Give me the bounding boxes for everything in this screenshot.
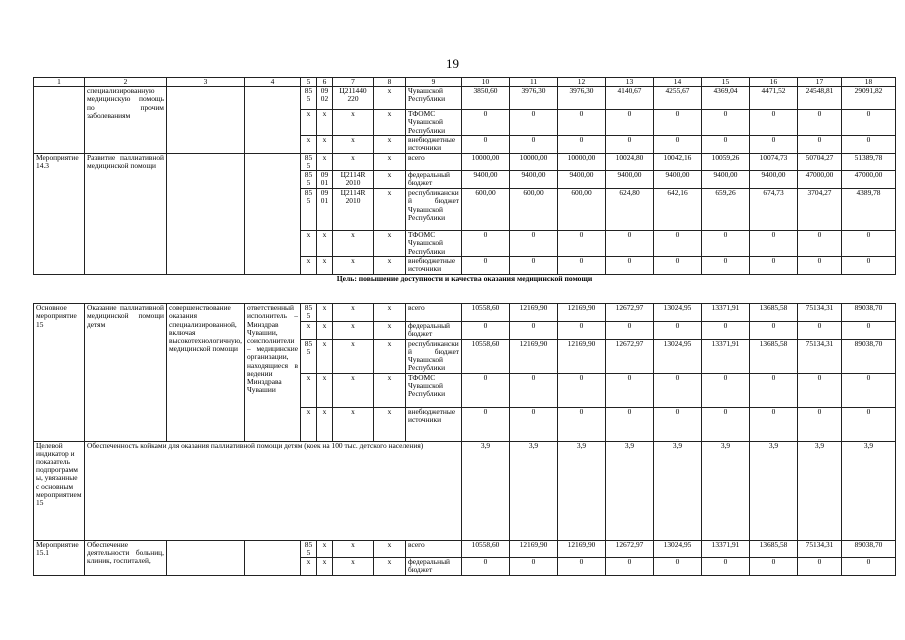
indicator-value-cell: 3,9 (702, 441, 750, 540)
column-number-5: 5 (301, 78, 317, 87)
indicator-row (34, 441, 896, 540)
value-cell: 0 (462, 373, 510, 407)
value-cell: 600,00 (462, 189, 510, 231)
value-cell: 24548,81 (798, 87, 842, 110)
table-row (34, 540, 896, 557)
value-cell: 10074,73 (750, 153, 798, 170)
value-cell: 0 (462, 257, 510, 275)
code-cell: x (317, 558, 333, 576)
value-cell: 0 (842, 558, 896, 576)
column-number-18: 18 (842, 78, 896, 87)
value-cell: 0 (842, 135, 896, 153)
measure-goal-cell (167, 87, 245, 154)
code-cell: Ц2114R 2010 (333, 171, 374, 189)
measure-name-cell: Развитие паллиативной медицинской помощи (85, 153, 167, 274)
value-cell: 4140,67 (606, 87, 654, 110)
value-cell: 0 (510, 373, 558, 407)
funding-source-cell: всего (406, 153, 462, 170)
value-cell: 0 (558, 407, 606, 441)
value-cell: 10558,60 (462, 304, 510, 321)
column-number-15: 15 (702, 78, 750, 87)
code-cell: x (301, 407, 317, 441)
code-cell: x (374, 257, 406, 275)
column-number-17: 17 (798, 78, 842, 87)
value-cell: 0 (702, 558, 750, 576)
code-cell: x (333, 231, 374, 257)
value-cell: 4471,52 (750, 87, 798, 110)
value-cell: 0 (842, 407, 896, 441)
measure-name-cell: Обеспечение деятельности больниц, клиник, госпиталей, (85, 540, 167, 575)
value-cell: 0 (702, 257, 750, 275)
measure-label-cell: Основное мероприятие 15 (34, 304, 85, 441)
indicator-label-cell: Целевой индикатор и показатель подпрограммы, увязанные с основным мероприятием 15 (34, 441, 85, 540)
value-cell: 13024,95 (654, 339, 702, 373)
code-cell: x (333, 257, 374, 275)
value-cell: 13371,91 (702, 339, 750, 373)
value-cell: 12169,90 (510, 339, 558, 373)
code-cell: Ц211440 220 (333, 87, 374, 110)
code-cell: x (374, 373, 406, 407)
code-cell: x (317, 135, 333, 153)
code-cell: x (317, 321, 333, 339)
value-cell: 12169,90 (510, 540, 558, 557)
value-cell: 0 (702, 231, 750, 257)
value-cell: 0 (654, 407, 702, 441)
value-cell: 600,00 (558, 189, 606, 231)
value-cell: 0 (558, 135, 606, 153)
value-cell: 0 (798, 407, 842, 441)
value-cell: 642,16 (654, 189, 702, 231)
value-cell: 13024,95 (654, 540, 702, 557)
value-cell: 0 (462, 321, 510, 339)
goal-heading: Цель: повышение доступности и качества оказания медицинской помощи (34, 275, 896, 304)
value-cell: 0 (702, 110, 750, 136)
measure-label-cell: Мероприятие 15.1 (34, 540, 85, 575)
code-cell: x (374, 231, 406, 257)
funding-source-cell: ТФОМС Чувашской Республики (406, 231, 462, 257)
value-cell: 0 (654, 321, 702, 339)
value-cell: 13024,95 (654, 304, 702, 321)
code-cell: x (317, 110, 333, 136)
value-cell: 12169,90 (510, 304, 558, 321)
code-cell: 0902 (317, 87, 333, 110)
column-number-3: 3 (167, 78, 245, 87)
column-number-14: 14 (654, 78, 702, 87)
value-cell: 0 (750, 231, 798, 257)
code-cell: x (301, 135, 317, 153)
funding-source-cell: республиканский бюджет Чувашской Республики (406, 189, 462, 231)
value-cell: 13371,91 (702, 540, 750, 557)
value-cell: 12169,90 (558, 540, 606, 557)
value-cell: 0 (606, 231, 654, 257)
code-cell: x (317, 407, 333, 441)
funding-source-cell: ТФОМС Чувашской Республики (406, 110, 462, 136)
value-cell: 0 (606, 257, 654, 275)
indicator-value-cell: 3,9 (654, 441, 702, 540)
value-cell: 0 (750, 407, 798, 441)
code-cell: x (374, 540, 406, 557)
value-cell: 0 (842, 373, 896, 407)
value-cell: 89038,70 (842, 304, 896, 321)
code-cell: x (374, 304, 406, 321)
value-cell: 10059,26 (702, 153, 750, 170)
column-number-8: 8 (374, 78, 406, 87)
code-cell: x (317, 339, 333, 373)
value-cell: 3704,27 (798, 189, 842, 231)
value-cell: 10000,00 (558, 153, 606, 170)
value-cell: 10558,60 (462, 540, 510, 557)
code-cell: x (301, 558, 317, 576)
value-cell: 0 (750, 110, 798, 136)
column-number-6: 6 (317, 78, 333, 87)
column-number-9: 9 (406, 78, 462, 87)
funding-source-cell: федеральный бюджет (406, 558, 462, 576)
value-cell: 50704,27 (798, 153, 842, 170)
value-cell: 0 (654, 135, 702, 153)
indicator-value-cell: 3,9 (558, 441, 606, 540)
measure-goal-cell (167, 153, 245, 274)
code-cell: x (333, 339, 374, 373)
code-cell: x (333, 153, 374, 170)
value-cell: 0 (558, 558, 606, 576)
value-cell: 0 (510, 407, 558, 441)
code-cell: x (301, 321, 317, 339)
code-cell: x (333, 540, 374, 557)
funding-source-cell: внебюджетные источники (406, 407, 462, 441)
value-cell: 0 (702, 321, 750, 339)
code-cell: x (333, 558, 374, 576)
code-cell: x (317, 540, 333, 557)
code-cell: x (333, 407, 374, 441)
executor-cell (245, 540, 301, 575)
value-cell: 0 (798, 110, 842, 136)
funding-source-cell: ТФОМС Чувашской Республики (406, 373, 462, 407)
value-cell: 13371,91 (702, 304, 750, 321)
code-cell: 855 (301, 189, 317, 231)
value-cell: 0 (462, 110, 510, 136)
value-cell: 12169,90 (558, 339, 606, 373)
value-cell: 0 (462, 558, 510, 576)
value-cell: 0 (842, 110, 896, 136)
value-cell: 674,73 (750, 189, 798, 231)
funding-source-cell: всего (406, 540, 462, 557)
value-cell: 0 (750, 321, 798, 339)
value-cell: 659,26 (702, 189, 750, 231)
measure-goal-cell: совершенствование оказания специализированной, включая высокотехнологичную, медицинской помощи (167, 304, 245, 441)
funding-source-cell: Чувашской Республики (406, 87, 462, 110)
value-cell: 13685,58 (750, 304, 798, 321)
measure-name-cell: специализированную медицинскую помощь по прочим заболеваниям (85, 87, 167, 154)
value-cell: 0 (510, 558, 558, 576)
value-cell: 0 (702, 373, 750, 407)
table-body (34, 78, 896, 576)
value-cell: 0 (798, 373, 842, 407)
code-cell: x (333, 110, 374, 136)
code-cell: x (374, 110, 406, 136)
value-cell: 0 (798, 135, 842, 153)
value-cell: 0 (510, 110, 558, 136)
value-cell: 0 (606, 110, 654, 136)
budget-table (33, 77, 896, 576)
code-cell: x (374, 339, 406, 373)
value-cell: 75134,31 (798, 304, 842, 321)
value-cell: 75134,31 (798, 339, 842, 373)
value-cell: 10558,60 (462, 339, 510, 373)
value-cell: 0 (558, 373, 606, 407)
column-number-7: 7 (333, 78, 374, 87)
indicator-value-cell: 3,9 (750, 441, 798, 540)
value-cell: 0 (462, 407, 510, 441)
code-cell: x (374, 135, 406, 153)
value-cell: 29091,82 (842, 87, 896, 110)
value-cell: 3850,60 (462, 87, 510, 110)
value-cell: 89038,70 (842, 540, 896, 557)
value-cell: 0 (702, 135, 750, 153)
value-cell: 0 (654, 558, 702, 576)
funding-source-cell: внебюджетные источники (406, 135, 462, 153)
code-cell: x (374, 87, 406, 110)
column-number-12: 12 (558, 78, 606, 87)
value-cell: 0 (798, 231, 842, 257)
value-cell: 0 (750, 373, 798, 407)
value-cell: 12672,97 (606, 304, 654, 321)
page-number: 19 (446, 56, 459, 71)
value-cell: 12672,97 (606, 339, 654, 373)
funding-source-cell: федеральный бюджет (406, 171, 462, 189)
code-cell: 855 (301, 304, 317, 321)
code-cell: 855 (301, 87, 317, 110)
value-cell: 0 (558, 110, 606, 136)
value-cell: 47000,00 (798, 171, 842, 189)
value-cell: 3976,30 (510, 87, 558, 110)
code-cell: 855 (301, 540, 317, 557)
value-cell: 9400,00 (750, 171, 798, 189)
table-row (34, 87, 896, 110)
value-cell: 0 (510, 257, 558, 275)
indicator-value-cell: 3,9 (462, 441, 510, 540)
value-cell: 51389,78 (842, 153, 896, 170)
column-number-1: 1 (34, 78, 85, 87)
column-number-row (34, 78, 896, 87)
value-cell: 0 (702, 407, 750, 441)
value-cell: 0 (654, 110, 702, 136)
value-cell: 0 (606, 135, 654, 153)
value-cell: 600,00 (510, 189, 558, 231)
value-cell: 10042,16 (654, 153, 702, 170)
indicator-value-cell: 3,9 (606, 441, 654, 540)
value-cell: 4389,78 (842, 189, 896, 231)
code-cell: x (301, 373, 317, 407)
value-cell: 9400,00 (558, 171, 606, 189)
code-cell: x (333, 135, 374, 153)
code-cell: x (374, 153, 406, 170)
code-cell: 855 (301, 171, 317, 189)
value-cell: 10000,00 (462, 153, 510, 170)
value-cell: 89038,70 (842, 339, 896, 373)
indicator-value-cell: 3,9 (798, 441, 842, 540)
value-cell: 4369,04 (702, 87, 750, 110)
value-cell: 0 (558, 257, 606, 275)
value-cell: 47000,00 (842, 171, 896, 189)
code-cell: x (317, 257, 333, 275)
table-row (34, 304, 896, 321)
value-cell: 0 (510, 135, 558, 153)
value-cell: 0 (842, 257, 896, 275)
code-cell: x (317, 373, 333, 407)
value-cell: 0 (842, 321, 896, 339)
goal-row (34, 275, 896, 304)
code-cell: 855 (301, 153, 317, 170)
value-cell: 0 (510, 321, 558, 339)
value-cell: 624,80 (606, 189, 654, 231)
value-cell: 0 (654, 231, 702, 257)
value-cell: 0 (462, 231, 510, 257)
value-cell: 9400,00 (510, 171, 558, 189)
measure-goal-cell (167, 540, 245, 575)
code-cell: 0901 (317, 171, 333, 189)
code-cell: x (317, 231, 333, 257)
value-cell: 9400,00 (462, 171, 510, 189)
value-cell: 0 (606, 373, 654, 407)
value-cell: 0 (798, 321, 842, 339)
value-cell: 0 (654, 373, 702, 407)
value-cell: 0 (606, 558, 654, 576)
measure-label-cell (34, 87, 85, 154)
funding-source-cell: внебюджетные источники (406, 257, 462, 275)
column-number-2: 2 (85, 78, 167, 87)
code-cell: x (301, 231, 317, 257)
code-cell: x (374, 189, 406, 231)
column-number-16: 16 (750, 78, 798, 87)
funding-source-cell: республиканский бюджет Чувашской Республики (406, 339, 462, 373)
indicator-text-cell: Обеспеченность койками для оказания паллиативной помощи детям (коек на 100 тыс. детского населения) (85, 441, 462, 540)
code-cell: 0901 (317, 189, 333, 231)
value-cell: 12169,90 (558, 304, 606, 321)
value-cell: 0 (606, 321, 654, 339)
funding-source-cell: федеральный бюджет (406, 321, 462, 339)
value-cell: 13685,58 (750, 339, 798, 373)
code-cell: x (301, 110, 317, 136)
code-cell: x (317, 304, 333, 321)
code-cell: x (333, 321, 374, 339)
funding-source-cell: всего (406, 304, 462, 321)
value-cell: 0 (842, 231, 896, 257)
value-cell: 0 (750, 558, 798, 576)
column-number-13: 13 (606, 78, 654, 87)
code-cell: x (374, 171, 406, 189)
value-cell: 4255,67 (654, 87, 702, 110)
indicator-value-cell: 3,9 (510, 441, 558, 540)
value-cell: 0 (750, 257, 798, 275)
value-cell: 75134,31 (798, 540, 842, 557)
executor-cell (245, 87, 301, 154)
value-cell: 13685,58 (750, 540, 798, 557)
value-cell: 0 (750, 135, 798, 153)
value-cell: 0 (606, 407, 654, 441)
table-row (34, 153, 896, 170)
column-number-10: 10 (462, 78, 510, 87)
value-cell: 0 (798, 257, 842, 275)
value-cell: 9400,00 (606, 171, 654, 189)
code-cell: 855 (301, 339, 317, 373)
executor-cell: ответственный исполнитель – Минздрав Чувашии, соисполнители – медицинские организации, находящиеся в ведении Минздрава Чувашии (245, 304, 301, 441)
value-cell: 10000,00 (510, 153, 558, 170)
value-cell: 9400,00 (702, 171, 750, 189)
value-cell: 0 (558, 321, 606, 339)
value-cell: 12672,97 (606, 540, 654, 557)
code-cell: x (374, 558, 406, 576)
code-cell: x (333, 304, 374, 321)
value-cell: 9400,00 (654, 171, 702, 189)
indicator-value-cell: 3,9 (842, 441, 896, 540)
value-cell: 3976,30 (558, 87, 606, 110)
value-cell: 0 (654, 257, 702, 275)
value-cell: 0 (462, 135, 510, 153)
code-cell: x (333, 373, 374, 407)
column-number-4: 4 (245, 78, 301, 87)
value-cell: 0 (798, 558, 842, 576)
code-cell: x (301, 257, 317, 275)
code-cell: x (317, 153, 333, 170)
measure-label-cell: Мероприятие 14.3 (34, 153, 85, 274)
column-number-11: 11 (510, 78, 558, 87)
code-cell: x (374, 407, 406, 441)
code-cell: Ц2114R 2010 (333, 189, 374, 231)
executor-cell (245, 153, 301, 274)
value-cell: 0 (558, 231, 606, 257)
code-cell: x (374, 321, 406, 339)
value-cell: 10024,80 (606, 153, 654, 170)
value-cell: 0 (510, 231, 558, 257)
measure-name-cell: Оказание паллиативной медицинской помощи детям (85, 304, 167, 441)
